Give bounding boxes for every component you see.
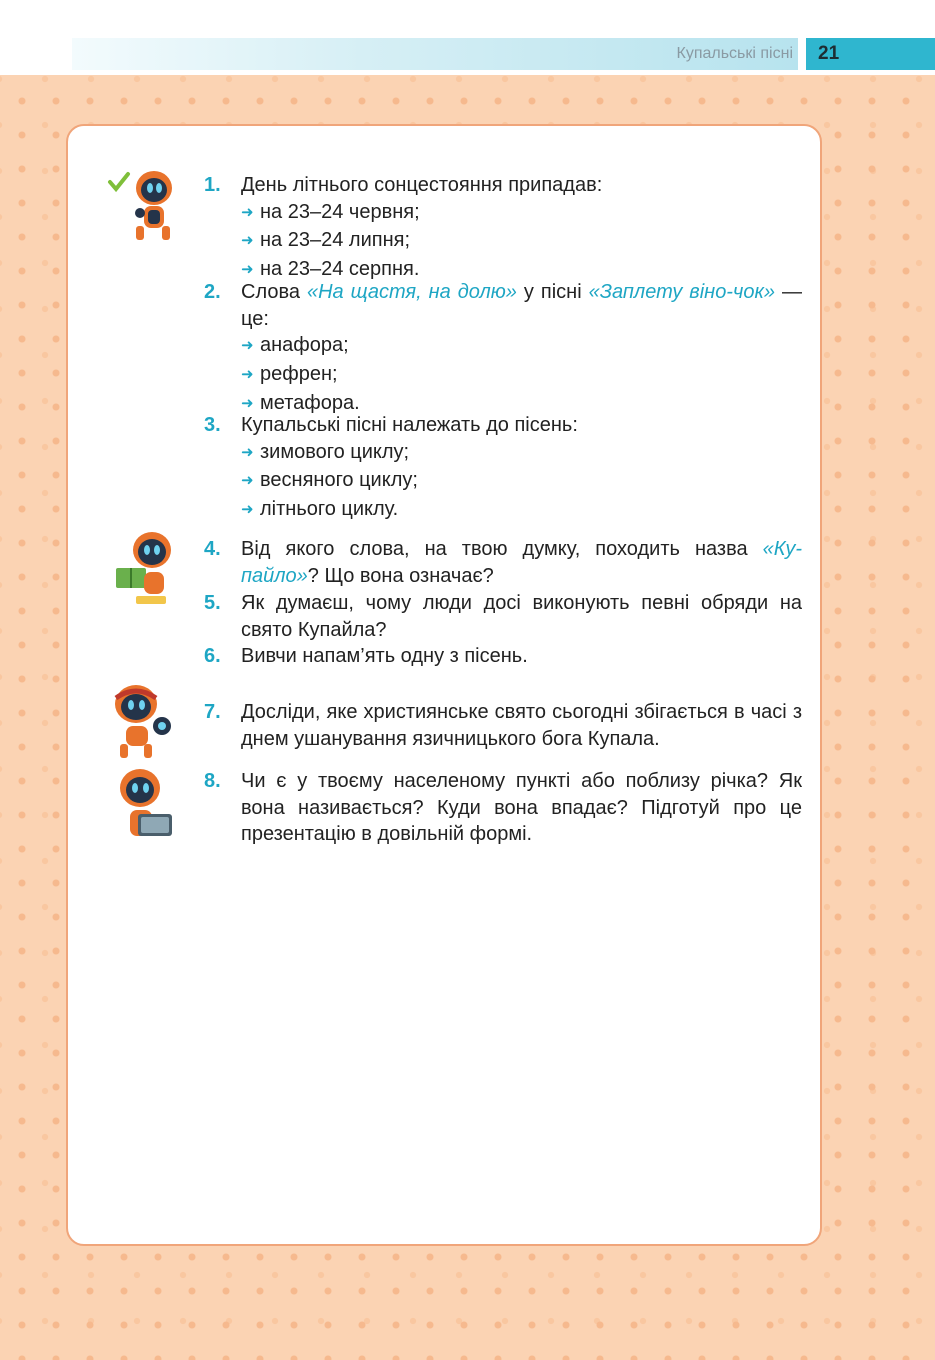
question-7 bbox=[204, 699, 802, 752]
question-4 bbox=[204, 536, 802, 589]
robot-reading-icon bbox=[108, 528, 188, 608]
quoted-phrase: «На щастя, на долю» bbox=[306, 281, 517, 303]
question-number: 7. bbox=[204, 701, 221, 723]
arrow-right-icon: ➜ bbox=[241, 443, 254, 461]
answer-option: ➜ метафора. bbox=[241, 390, 802, 419]
question-text: Від якого слова, на твою думку, походить назва «Ку-пайло»? Що вона означає? bbox=[241, 538, 802, 587]
question-number: 6. bbox=[204, 645, 221, 667]
question-number: 3. bbox=[204, 414, 221, 436]
answer-option: ➜ зимового циклу; bbox=[241, 439, 802, 468]
question-text: День літнього сонцестояння припадав: bbox=[241, 174, 603, 196]
page-number: 21 bbox=[806, 38, 935, 70]
question-number: 1. bbox=[204, 174, 221, 196]
answer-option: ➜ на 23–24 серпня. bbox=[241, 256, 802, 285]
question-number: 5. bbox=[204, 592, 221, 614]
question-number: 4. bbox=[204, 538, 221, 560]
question-1 bbox=[204, 172, 802, 285]
answer-option: ➜ анафора; bbox=[241, 332, 802, 361]
robot-tablet-icon bbox=[108, 766, 188, 846]
question-text: Слова «На щастя, на долю» у пісні «Заплету віно-чок» — це: bbox=[241, 281, 802, 330]
quoted-word: «Ку-пайло» bbox=[241, 538, 802, 587]
question-3 bbox=[204, 412, 802, 525]
question-number: 2. bbox=[204, 281, 221, 303]
robot-explorer-icon bbox=[106, 682, 186, 762]
answer-option: ➜ літнього циклу. bbox=[241, 496, 802, 525]
question-number: 8. bbox=[204, 770, 221, 792]
arrow-right-icon: ➜ bbox=[241, 472, 254, 490]
question-8 bbox=[204, 768, 802, 848]
arrow-right-icon: ➜ bbox=[241, 261, 254, 279]
answer-option: ➜ на 23–24 червня; bbox=[241, 199, 802, 228]
question-6 bbox=[204, 643, 802, 670]
answer-option: ➜ весняного циклу; bbox=[241, 467, 802, 496]
robot-checkmark-icon bbox=[106, 168, 186, 248]
question-text: Купальські пісні належать до пісень: bbox=[241, 414, 578, 436]
question-2 bbox=[204, 279, 802, 419]
question-text: Досліди, яке християнське свято сьогодні збігається в часі з днем ушанування язичницького бога Купала. bbox=[241, 701, 802, 750]
answer-option: ➜ на 23–24 липня; bbox=[241, 227, 802, 256]
question-5 bbox=[204, 590, 802, 643]
arrow-right-icon: ➜ bbox=[241, 366, 254, 384]
quoted-song-title: «Заплету віно-чок» bbox=[588, 281, 776, 303]
arrow-right-icon: ➜ bbox=[241, 394, 254, 412]
arrow-right-icon: ➜ bbox=[241, 232, 254, 250]
answer-option: ➜ рефрен; bbox=[241, 361, 802, 390]
running-header-title: Купальські пісні bbox=[676, 45, 793, 62]
question-text: Вивчи напам’ять одну з пісень. bbox=[241, 645, 528, 667]
arrow-right-icon: ➜ bbox=[241, 203, 254, 221]
question-text: Як думаєш, чому люди досі виконують певні обряди на свято Купайла? bbox=[241, 592, 802, 641]
arrow-right-icon: ➜ bbox=[241, 337, 254, 355]
question-text: Чи є у твоєму населеному пункті або поблизу річка? Як вона називається? Куди вона впадає? Підготуй про це презентацію в довільній формі. bbox=[241, 770, 802, 846]
arrow-right-icon: ➜ bbox=[241, 501, 254, 519]
